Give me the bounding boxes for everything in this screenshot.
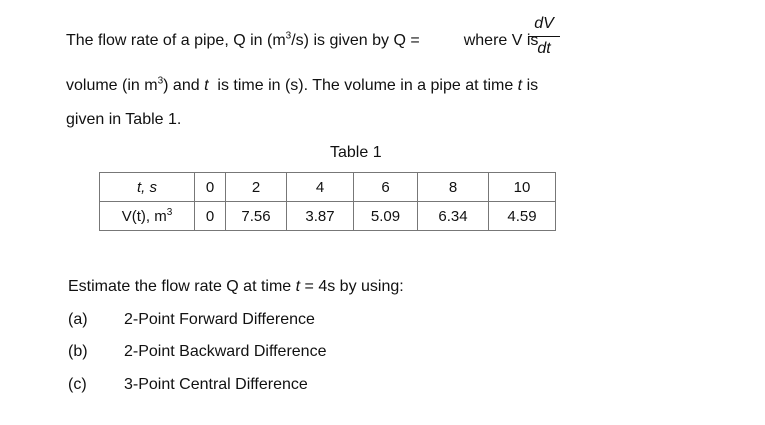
exponent: 3 [166,206,173,218]
row-header-time-label: t, s [136,178,157,196]
option-a-letter: (a) [68,311,88,328]
table-cell: 3.87 [287,202,354,231]
question-suffix: = 4s by using: [300,278,404,295]
data-table [99,172,556,231]
paragraph-text: is [522,77,539,94]
paragraph-text: The flow rate of a pipe, Q in (m [66,32,286,49]
table-cell: 8 [418,173,489,202]
option-a-text: 2-Point Forward Difference [124,311,315,328]
paragraph-text: ) and [163,77,205,94]
table-cell: 6 [354,173,418,202]
table-row-time [100,173,556,202]
fraction-numerator: dV [534,15,554,32]
table-cell: 6.34 [418,202,489,231]
question-prefix: Estimate the flow rate Q at time [68,278,296,295]
option-b-text: 2-Point Backward Difference [124,343,327,360]
paragraph-text: /s) is given by Q = [291,32,420,49]
table-cell: 0 [195,202,226,231]
table-caption: Table 1 [330,144,382,161]
row-header-volume [100,202,195,231]
exponent: 3 [285,30,292,42]
variable-t: t [517,77,523,94]
exponent: 3 [157,75,164,87]
table-cell: 10 [489,173,556,202]
derivative-fraction [527,14,561,59]
paragraph-text: is time in (s). The volume in a pipe at time [208,77,518,94]
fraction-denominator: dt [537,40,551,57]
variable-t: t [204,77,209,94]
table-cell: 2 [226,173,287,202]
table-cell: 0 [195,173,226,202]
option-b-letter: (b) [68,343,88,360]
table-row-volume [100,202,556,231]
question-text [68,278,404,296]
paragraph-line-1 [66,32,538,50]
table-cell: 4.59 [489,202,556,231]
row-header-volume-label: V(t), m [121,207,167,225]
paragraph-line-3: given in Table 1. [66,111,182,128]
row-header-time [100,173,195,202]
paragraph-text: where V is [463,32,539,49]
table-cell: 5.09 [354,202,418,231]
paragraph-text: volume (in m [66,77,158,94]
variable-t: t [295,278,301,295]
option-c-letter: (c) [68,376,87,393]
paragraph-line-2 [66,77,538,95]
table-cell: 4 [287,173,354,202]
option-c-text: 3-Point Central Difference [124,376,308,393]
table-cell: 7.56 [226,202,287,231]
fraction-bar [528,36,560,37]
